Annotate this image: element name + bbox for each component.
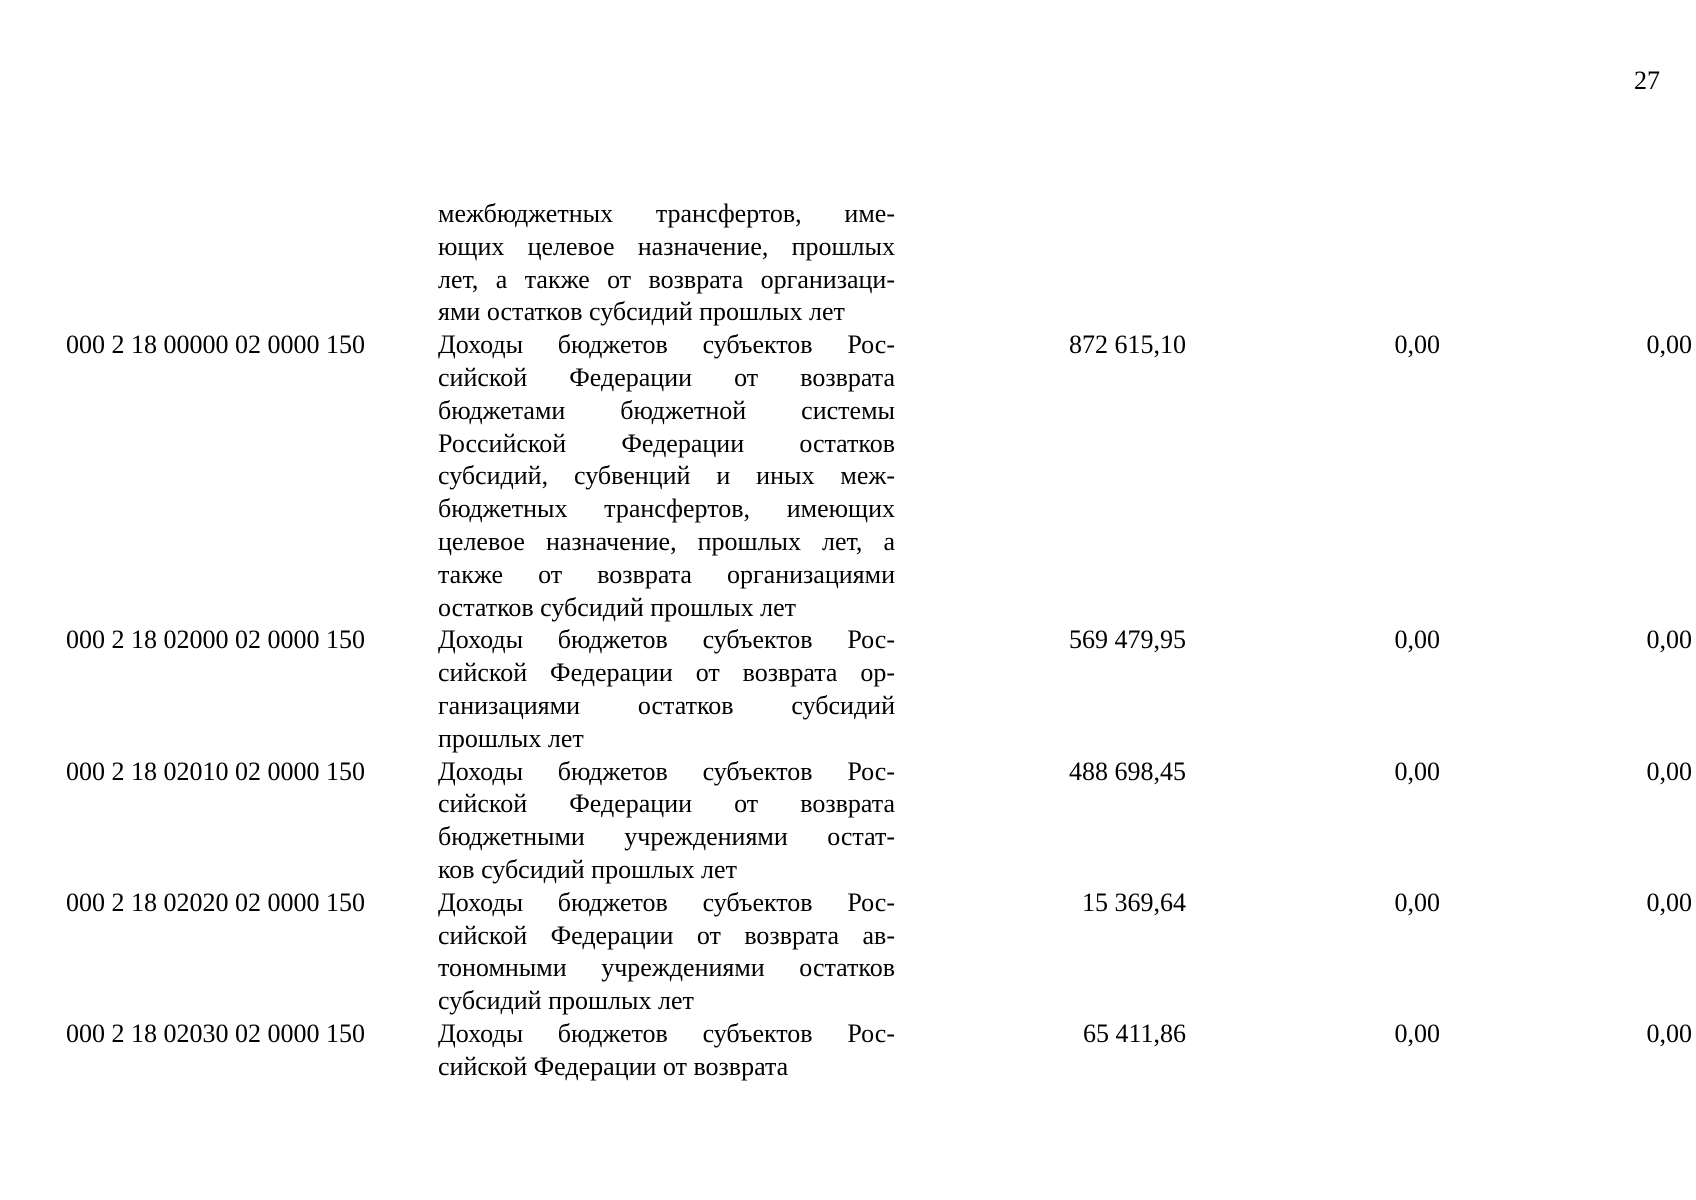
year-3-value: 0,00	[1646, 887, 1692, 917]
income-description	[438, 756, 895, 887]
description-line: остатков субсидий прошлых лет	[438, 592, 797, 622]
description-line: сийской Федерации от возврата ав-	[438, 920, 895, 950]
budget-code: 000 2 18 00000 02 0000 150	[66, 330, 365, 360]
year-3-value: 0,00	[1646, 625, 1692, 655]
budget-code: 000 2 18 02010 02 0000 150	[66, 756, 365, 786]
year-3-value: 0,00	[1646, 1018, 1692, 1048]
table-row	[66, 624, 1692, 755]
amount-value: 65 411,86	[1082, 1018, 1186, 1048]
description-line: ями остатков субсидий прошлых лет	[438, 297, 845, 327]
budget-code: 000 2 18 02020 02 0000 150	[66, 887, 365, 917]
amount-value: 15 369,64	[1082, 887, 1186, 917]
description-line: Доходы бюджетов субъектов Рос-	[438, 330, 895, 360]
year-3-value: 0,00	[1646, 330, 1692, 360]
income-description	[438, 1018, 895, 1084]
description-line: Доходы бюджетов субъектов Рос-	[438, 756, 895, 786]
budget-code: 000 2 18 02000 02 0000 150	[66, 625, 365, 655]
description-line: Доходы бюджетов субъектов Рос-	[438, 1018, 895, 1048]
description-line: Доходы бюджетов субъектов Рос-	[438, 887, 895, 917]
page-number: 27	[1634, 66, 1660, 95]
table-row	[66, 756, 1692, 887]
description-line: бюджетных трансфертов, имеющих	[438, 494, 895, 524]
description-line: лет, а также от возврата организаци-	[438, 264, 895, 294]
budget-table	[66, 198, 1692, 1084]
table-row	[66, 887, 1692, 1018]
description-line: сийской Федерации от возврата	[438, 1051, 789, 1081]
description-line: ганизациями остатков субсидий	[438, 690, 895, 720]
description-line: сийской Федерации от возврата	[438, 362, 895, 392]
description-line: целевое назначение, прошлых лет, а	[438, 526, 895, 556]
description-line: сийской Федерации от возврата	[438, 789, 895, 819]
amount-value: 872 615,10	[1069, 330, 1186, 360]
table-row	[66, 329, 1692, 624]
table-row	[66, 1018, 1692, 1084]
description-line: субсидий, субвенций и иных меж-	[438, 461, 895, 491]
description-line: сийской Федерации от возврата ор-	[438, 658, 895, 688]
year-3-value: 0,00	[1646, 756, 1692, 786]
income-description	[438, 329, 895, 624]
table-row	[66, 198, 1626, 329]
description-line: ков субсидий прошлых лет	[438, 854, 737, 884]
year-2-value: 0,00	[1394, 625, 1440, 655]
income-description	[438, 624, 895, 755]
description-line: Российской Федерации остатков	[438, 428, 895, 458]
year-2-value: 0,00	[1394, 887, 1440, 917]
year-2-value: 0,00	[1394, 756, 1440, 786]
description-line: бюджетными учреждениями остат-	[438, 822, 895, 852]
amount-value: 569 479,95	[1069, 625, 1186, 655]
income-description	[438, 887, 895, 1018]
description-line: также от возврата организациями	[438, 559, 895, 589]
year-2-value: 0,00	[1394, 330, 1440, 360]
amount-value: 488 698,45	[1069, 756, 1186, 786]
description-line: бюджетами бюджетной системы	[438, 395, 895, 425]
income-description	[438, 198, 895, 329]
description-line: Доходы бюджетов субъектов Рос-	[438, 625, 895, 655]
description-line: тономными учреждениями остатков	[438, 953, 895, 983]
description-line: прошлых лет	[438, 723, 584, 753]
description-line: ющих целевое назначение, прошлых	[438, 231, 895, 261]
description-line: межбюджетных трансфертов, име-	[438, 199, 895, 228]
budget-code: 000 2 18 02030 02 0000 150	[66, 1018, 365, 1048]
year-2-value: 0,00	[1394, 1018, 1440, 1048]
description-line: субсидий прошлых лет	[438, 986, 694, 1016]
